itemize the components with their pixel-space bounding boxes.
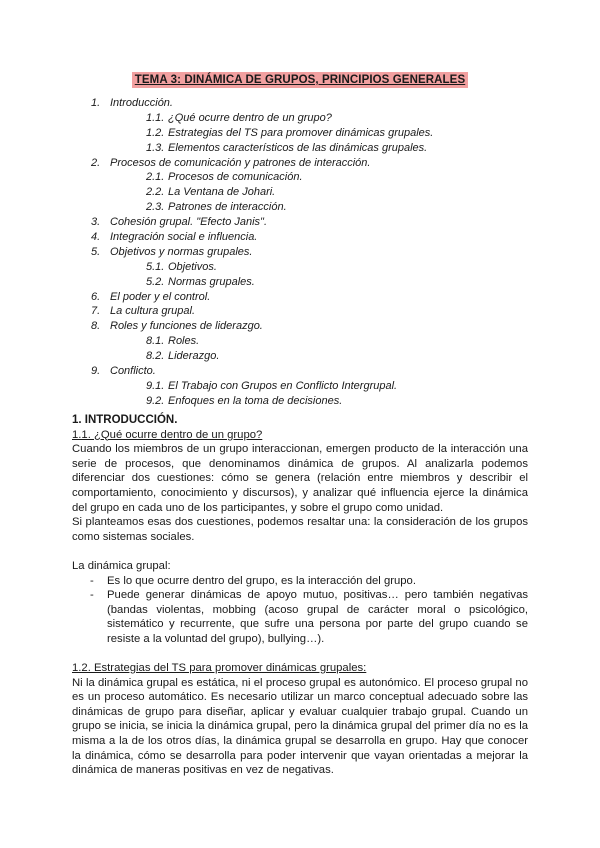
toc-subitem xyxy=(0,275,600,290)
toc-label: Procesos de comunicación y patrones de interacción. xyxy=(110,156,371,169)
toc-label: La cultura grupal. xyxy=(110,305,195,318)
toc-number: 2.2. xyxy=(146,186,165,199)
toc-label: Objetivos. xyxy=(168,260,217,273)
toc-item xyxy=(0,245,600,260)
toc-number: 1.2. xyxy=(146,126,165,139)
toc-label: Procesos de comunicación. xyxy=(168,171,303,184)
toc-label: La Ventana de Johari. xyxy=(168,186,276,199)
subsection-heading: 1.2. Estrategias del TS para promover dinámicas grupales: xyxy=(72,662,367,675)
toc-subitem xyxy=(0,394,600,409)
list-item xyxy=(72,574,528,589)
title-container xyxy=(0,70,600,88)
toc-label: Normas grupales. xyxy=(168,275,255,288)
toc-subitem xyxy=(0,200,600,215)
spacer xyxy=(72,647,528,662)
toc-subitem xyxy=(0,334,600,349)
toc-number: 7. xyxy=(91,305,101,318)
toc-label: Introducción. xyxy=(110,97,173,109)
toc-label: ¿Qué ocurre dentro de un grupo? xyxy=(168,111,332,124)
table-of-contents xyxy=(0,96,600,409)
toc-label: Patrones de interacción. xyxy=(168,201,287,214)
toc-label: Cohesión grupal. "Efecto Janis". xyxy=(110,216,268,229)
toc-number: 1.1. xyxy=(146,111,165,124)
toc-label: El poder y el control. xyxy=(110,290,211,303)
toc-subitem xyxy=(0,111,600,126)
paragraph: Si planteamos esas dos cuestiones, podemos resaltar una: la consideración de los grupos como sistemas sociales. xyxy=(72,516,528,543)
toc-subitem xyxy=(0,141,600,156)
toc-label: Roles. xyxy=(168,335,200,348)
toc-number: 1. xyxy=(91,97,101,109)
toc-label: Enfoques en la toma de decisiones. xyxy=(168,394,343,407)
list-item-text: Es lo que ocurre dentro del grupo, es la interacción del grupo. xyxy=(107,574,416,587)
paragraph: Cuando los miembros de un grupo interaccionan, emergen producto de la interacción una serie de procesos, que denominamos dinámica de grupos. Al analizarla podemos diferenciar dos cuestiones: cómo se genera (relación entre miembros y describir el comportamiento, conocimiento y discursos), y analizar qué influencia ejerce la dinámica del grupo en cada uno de los participantes, y sobre el grupo como unidad. xyxy=(72,443,528,514)
toc-subitem xyxy=(0,126,600,141)
toc-item xyxy=(0,230,600,245)
list-item xyxy=(72,588,528,646)
toc-number: 2.3. xyxy=(146,201,165,214)
toc-label: Objetivos y normas grupales. xyxy=(110,245,253,258)
list-intro: La dinámica grupal: xyxy=(72,559,171,572)
toc-subitem xyxy=(0,170,600,185)
list-item-text: Puede generar dinámicas de apoyo mutuo, positivas… pero también negativas (bandas violentas, mobbing (acoso grupal de carácter moral o psicológico, sistemático y recurrente, que sufre una persona por parte del grupo cuando se resiste a la voluntad del grupo), bullying…). xyxy=(107,589,528,645)
toc-number: 8.2. xyxy=(146,350,165,363)
toc-subitem xyxy=(0,185,600,200)
dash-bullet-icon: - xyxy=(90,589,94,602)
toc-number: 6. xyxy=(91,290,101,303)
toc-subitem xyxy=(0,379,600,394)
toc-subitem xyxy=(0,260,600,275)
toc-item xyxy=(0,290,600,305)
toc-number: 2. xyxy=(91,156,101,169)
section-heading: 1. INTRODUCCIÓN. xyxy=(72,414,178,426)
toc-label: El Trabajo con Grupos en Conflicto Intergrupal. xyxy=(168,379,398,392)
toc-number: 9.2. xyxy=(146,394,165,407)
toc-number: 8.1. xyxy=(146,335,165,348)
toc-label: Integración social e influencia. xyxy=(110,231,258,244)
paragraph: Ni la dinámica grupal es estática, ni el proceso grupal es autonómico. El proceso grupal no es un proceso automático. Es necesario utilizar un marco conceptual adecuado sobre las dinámicas de grupo para diseñar, aplicar y evaluar cualquier trabajo grupal. Cuando un grupo se inicia, se inicia la dinámica grupal, pero la dinámica grupal del primer día no es la misma a la de los otros días, la dinámica grupal se desarrolla en grupo. Hay que conocer la dinámica, cómo se desarrolla para poder intervenir que vayan orientadas a mejorar la dinámica de maneras positivas en vez de negativas. xyxy=(72,676,528,777)
toc-item xyxy=(0,215,600,230)
toc-number: 9.1. xyxy=(146,379,165,392)
toc-item xyxy=(0,304,600,319)
toc-number: 9. xyxy=(91,365,101,378)
document-body xyxy=(72,413,528,778)
toc-number: 1.3. xyxy=(146,141,165,154)
toc-label: Liderazgo. xyxy=(168,350,220,363)
toc-label: Conflicto. xyxy=(110,365,156,378)
toc-item xyxy=(0,319,600,334)
subsection-heading: 1.1. ¿Qué ocurre dentro de un grupo? xyxy=(72,428,263,441)
spacer xyxy=(72,544,528,559)
toc-number: 5.2. xyxy=(146,275,165,288)
toc-label: Elementos característicos de las dinámicas grupales. xyxy=(168,141,428,154)
toc-item xyxy=(0,364,600,379)
document-title: TEMA 3: DINÁMICA DE GRUPOS, PRINCIPIOS GENERALES xyxy=(132,72,468,88)
bullet-list xyxy=(72,574,528,647)
dash-bullet-icon: - xyxy=(90,574,94,587)
toc-item xyxy=(0,96,600,111)
toc-number: 4. xyxy=(91,231,101,244)
toc-number: 2.1. xyxy=(146,171,165,184)
toc-number: 3. xyxy=(91,216,101,229)
toc-number: 5. xyxy=(91,245,101,258)
toc-subitem xyxy=(0,349,600,364)
toc-number: 8. xyxy=(91,320,101,333)
toc-label: Roles y funciones de liderazgo. xyxy=(110,320,263,333)
toc-label: Estrategias del TS para promover dinámicas grupales. xyxy=(168,126,434,139)
toc-item xyxy=(0,156,600,171)
toc-number: 5.1. xyxy=(146,260,165,273)
